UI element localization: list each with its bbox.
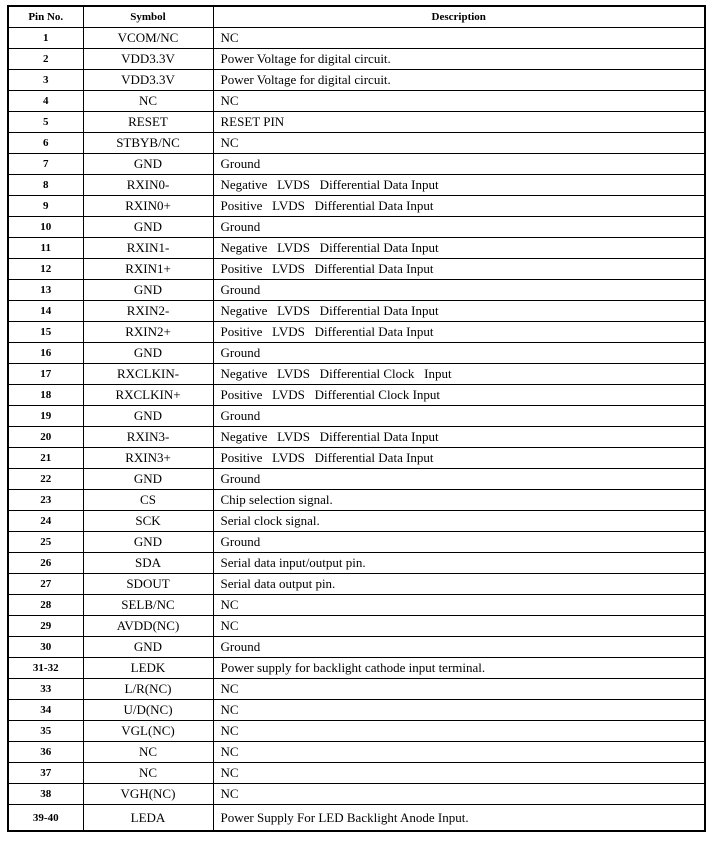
description-cell: Power Voltage for digital circuit. [213, 49, 705, 70]
description-cell: NC [213, 133, 705, 154]
pin-cell: 23 [8, 490, 83, 511]
table-row [8, 721, 705, 742]
pin-cell: 3 [8, 70, 83, 91]
description-cell: NC [213, 742, 705, 763]
table-row [8, 511, 705, 532]
pin-cell: 27 [8, 574, 83, 595]
description-cell: Power Voltage for digital circuit. [213, 70, 705, 91]
symbol-cell: STBYB/NC [83, 133, 213, 154]
symbol-cell: L/R(NC) [83, 679, 213, 700]
pin-cell: 39-40 [8, 805, 83, 832]
description-cell: Ground [213, 532, 705, 553]
pin-cell: 21 [8, 448, 83, 469]
pin-cell: 18 [8, 385, 83, 406]
pin-cell: 5 [8, 112, 83, 133]
pin-cell: 26 [8, 553, 83, 574]
pin-cell: 2 [8, 49, 83, 70]
symbol-cell: RESET [83, 112, 213, 133]
description-cell: Ground [213, 406, 705, 427]
symbol-cell: RXIN0+ [83, 196, 213, 217]
symbol-cell: RXCLKIN- [83, 364, 213, 385]
table-row [8, 364, 705, 385]
table-row [8, 469, 705, 490]
symbol-cell: GND [83, 154, 213, 175]
description-cell: Ground [213, 154, 705, 175]
symbol-cell: RXIN2+ [83, 322, 213, 343]
table-row [8, 637, 705, 658]
pin-description-table [7, 5, 706, 832]
table-row [8, 133, 705, 154]
pin-cell: 17 [8, 364, 83, 385]
pin-cell: 31-32 [8, 658, 83, 679]
table-row [8, 343, 705, 364]
description-cell: Ground [213, 637, 705, 658]
pin-cell: 16 [8, 343, 83, 364]
pin-cell: 8 [8, 175, 83, 196]
table-row [8, 70, 705, 91]
table-row [8, 91, 705, 112]
header-pin-no: Pin No. [8, 6, 83, 28]
symbol-cell: NC [83, 742, 213, 763]
pin-cell: 22 [8, 469, 83, 490]
table-row [8, 175, 705, 196]
pin-cell: 25 [8, 532, 83, 553]
symbol-cell: LEDK [83, 658, 213, 679]
description-cell: Negative LVDS Differential Data Input [213, 238, 705, 259]
symbol-cell: VDD3.3V [83, 70, 213, 91]
table-row [8, 805, 705, 832]
table-row [8, 574, 705, 595]
description-cell: Ground [213, 280, 705, 301]
pin-cell: 35 [8, 721, 83, 742]
symbol-cell: GND [83, 532, 213, 553]
pin-cell: 28 [8, 595, 83, 616]
pin-cell: 13 [8, 280, 83, 301]
table-body [8, 28, 705, 832]
symbol-cell: RXIN1+ [83, 259, 213, 280]
table-row [8, 763, 705, 784]
symbol-cell: SCK [83, 511, 213, 532]
description-cell: Serial clock signal. [213, 511, 705, 532]
description-cell: Serial data output pin. [213, 574, 705, 595]
description-cell: Positive LVDS Differential Data Input [213, 259, 705, 280]
description-cell: Positive LVDS Differential Clock Input [213, 385, 705, 406]
description-cell: NC [213, 679, 705, 700]
pin-cell: 20 [8, 427, 83, 448]
table-row [8, 259, 705, 280]
symbol-cell: LEDA [83, 805, 213, 832]
symbol-cell: SELB/NC [83, 595, 213, 616]
pin-cell: 11 [8, 238, 83, 259]
table-row [8, 49, 705, 70]
pin-cell: 37 [8, 763, 83, 784]
description-cell: NC [213, 28, 705, 49]
symbol-cell: NC [83, 91, 213, 112]
table-row [8, 322, 705, 343]
pin-cell: 29 [8, 616, 83, 637]
table-row [8, 238, 705, 259]
table-row [8, 658, 705, 679]
symbol-cell: GND [83, 217, 213, 238]
description-cell: Positive LVDS Differential Data Input [213, 322, 705, 343]
pin-cell: 6 [8, 133, 83, 154]
description-cell: Chip selection signal. [213, 490, 705, 511]
symbol-cell: RXIN2- [83, 301, 213, 322]
pin-cell: 15 [8, 322, 83, 343]
symbol-cell: RXCLKIN+ [83, 385, 213, 406]
header-symbol: Symbol [83, 6, 213, 28]
header-row [8, 6, 705, 28]
symbol-cell: RXIN3- [83, 427, 213, 448]
symbol-cell: CS [83, 490, 213, 511]
table-row [8, 616, 705, 637]
pin-cell: 10 [8, 217, 83, 238]
pin-cell: 36 [8, 742, 83, 763]
pin-cell: 12 [8, 259, 83, 280]
pin-cell: 7 [8, 154, 83, 175]
table-row [8, 427, 705, 448]
pin-cell: 34 [8, 700, 83, 721]
table-row [8, 217, 705, 238]
description-cell: Negative LVDS Differential Clock Input [213, 364, 705, 385]
table-row [8, 532, 705, 553]
symbol-cell: RXIN1- [83, 238, 213, 259]
table-row [8, 553, 705, 574]
symbol-cell: GND [83, 469, 213, 490]
description-cell: Ground [213, 469, 705, 490]
table-row [8, 742, 705, 763]
symbol-cell: VCOM/NC [83, 28, 213, 49]
symbol-cell: GND [83, 343, 213, 364]
symbol-cell: VDD3.3V [83, 49, 213, 70]
symbol-cell: GND [83, 406, 213, 427]
pin-cell: 4 [8, 91, 83, 112]
description-cell: Power supply for backlight cathode input terminal. [213, 658, 705, 679]
pin-cell: 14 [8, 301, 83, 322]
symbol-cell: SDA [83, 553, 213, 574]
header-description: Description [213, 6, 705, 28]
symbol-cell: RXIN3+ [83, 448, 213, 469]
description-cell: Power Supply For LED Backlight Anode Input. [213, 805, 705, 832]
table-row [8, 406, 705, 427]
description-cell: NC [213, 784, 705, 805]
description-cell: RESET PIN [213, 112, 705, 133]
table-row [8, 679, 705, 700]
symbol-cell: SDOUT [83, 574, 213, 595]
symbol-cell: VGL(NC) [83, 721, 213, 742]
table-row [8, 784, 705, 805]
description-cell: Positive LVDS Differential Data Input [213, 448, 705, 469]
description-cell: NC [213, 721, 705, 742]
description-cell: Negative LVDS Differential Data Input [213, 427, 705, 448]
symbol-cell: GND [83, 280, 213, 301]
description-cell: NC [213, 616, 705, 637]
table-row [8, 490, 705, 511]
table-row [8, 280, 705, 301]
table-row [8, 385, 705, 406]
symbol-cell: AVDD(NC) [83, 616, 213, 637]
pin-cell: 9 [8, 196, 83, 217]
description-cell: NC [213, 763, 705, 784]
table-row [8, 196, 705, 217]
description-cell: Ground [213, 217, 705, 238]
description-cell: Negative LVDS Differential Data Input [213, 301, 705, 322]
table-row [8, 301, 705, 322]
table-row [8, 448, 705, 469]
description-cell: Ground [213, 343, 705, 364]
table-row [8, 595, 705, 616]
pin-cell: 24 [8, 511, 83, 532]
table-row [8, 28, 705, 49]
symbol-cell: GND [83, 637, 213, 658]
description-cell: Positive LVDS Differential Data Input [213, 196, 705, 217]
description-cell: Negative LVDS Differential Data Input [213, 175, 705, 196]
pin-cell: 38 [8, 784, 83, 805]
table-row [8, 154, 705, 175]
pin-cell: 33 [8, 679, 83, 700]
pin-cell: 1 [8, 28, 83, 49]
table-row [8, 700, 705, 721]
table-row [8, 112, 705, 133]
pin-cell: 19 [8, 406, 83, 427]
symbol-cell: VGH(NC) [83, 784, 213, 805]
description-cell: NC [213, 91, 705, 112]
description-cell: Serial data input/output pin. [213, 553, 705, 574]
symbol-cell: RXIN0- [83, 175, 213, 196]
symbol-cell: NC [83, 763, 213, 784]
symbol-cell: U/D(NC) [83, 700, 213, 721]
pin-cell: 30 [8, 637, 83, 658]
description-cell: NC [213, 700, 705, 721]
description-cell: NC [213, 595, 705, 616]
